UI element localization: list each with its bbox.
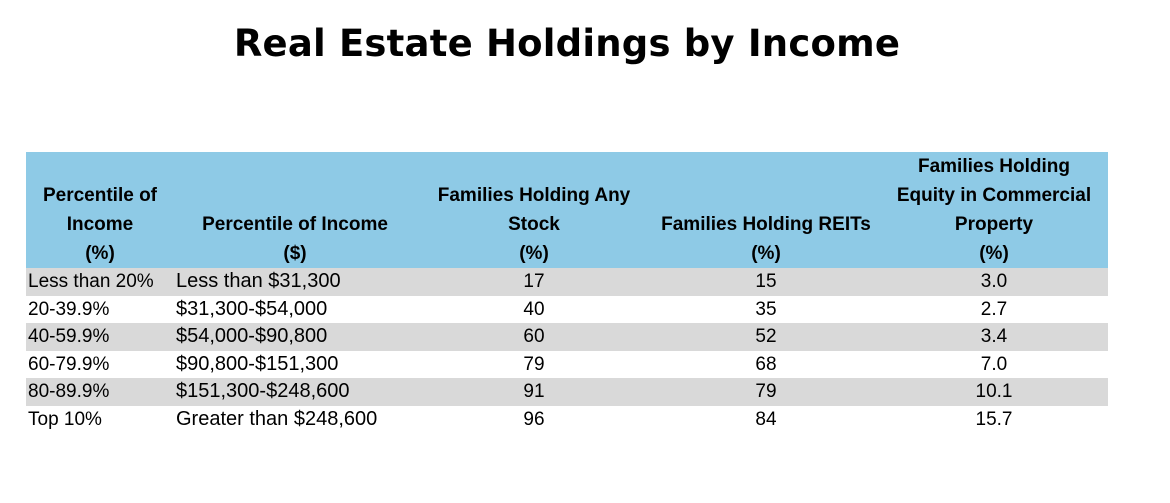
- header-income-percentile: Percentile of Income (%): [42, 185, 158, 264]
- cell-any-stock: 79: [523, 353, 545, 375]
- table-row: [26, 268, 1108, 296]
- table-row: [26, 378, 1108, 406]
- cell-commercial-property: 10.1: [975, 381, 1013, 403]
- chart-title: Real Estate Holdings by Income: [233, 22, 901, 65]
- cell-commercial-property: 3.4: [980, 326, 1008, 348]
- cell-income-percentile: Top 10%: [28, 408, 102, 430]
- header-income-dollars: Percentile of Income ($): [202, 214, 388, 264]
- cell-commercial-property: 15.7: [975, 408, 1013, 430]
- table-row: [26, 406, 1108, 434]
- real-estate-holdings-table: [26, 152, 1108, 433]
- cell-commercial-property: 2.7: [980, 298, 1008, 320]
- cell-income-dollars: Greater than $248,600: [176, 407, 378, 430]
- table-body: [26, 268, 1108, 433]
- cell-reits: 68: [755, 353, 777, 375]
- table-row: [26, 351, 1108, 379]
- header-reits: Families Holding REITs (%): [661, 214, 871, 264]
- table-header: [26, 152, 1108, 268]
- cell-commercial-property: 7.0: [980, 353, 1008, 375]
- cell-commercial-property: 3.0: [980, 271, 1008, 293]
- cell-reits: 35: [755, 298, 777, 320]
- cell-reits: 52: [755, 326, 777, 348]
- cell-reits: 15: [755, 271, 777, 293]
- cell-income-dollars: $31,300-$54,000: [176, 297, 328, 320]
- cell-income-dollars: $90,800-$151,300: [176, 352, 339, 375]
- table-row: [26, 296, 1108, 324]
- cell-reits: 79: [755, 381, 777, 403]
- cell-any-stock: 40: [523, 298, 545, 320]
- table-row: [26, 323, 1108, 351]
- cell-income-dollars: Less than $31,300: [176, 270, 341, 293]
- header-any-stock: Families Holding Any Stock (%): [437, 185, 631, 264]
- cell-any-stock: 91: [523, 381, 545, 403]
- cell-income-dollars: $54,000-$90,800: [176, 325, 328, 348]
- header-commercial-property: Families Holding Equity in Commercial Property (%): [896, 156, 1092, 264]
- cell-income-percentile: 20-39.9%: [28, 298, 110, 320]
- cell-income-dollars: $151,300-$248,600: [176, 380, 350, 403]
- cell-reits: 84: [755, 408, 777, 430]
- cell-any-stock: 96: [523, 408, 545, 430]
- cell-income-percentile: Less than 20%: [28, 271, 154, 293]
- cell-income-percentile: 60-79.9%: [28, 353, 110, 375]
- cell-any-stock: 17: [523, 271, 545, 293]
- header-row: [26, 152, 1108, 268]
- cell-income-percentile: 80-89.9%: [28, 381, 110, 403]
- cell-any-stock: 60: [523, 326, 545, 348]
- cell-income-percentile: 40-59.9%: [28, 326, 110, 348]
